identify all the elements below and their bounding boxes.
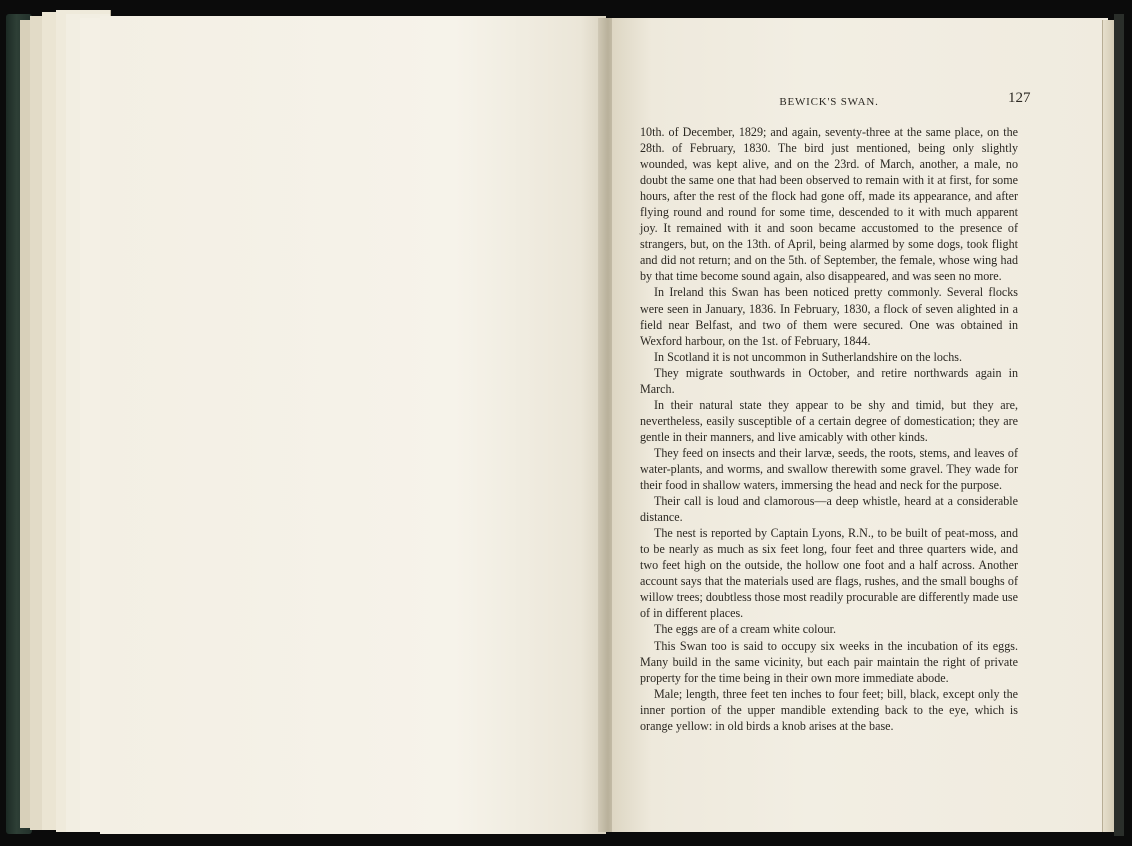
paragraph: 10th. of December, 1829; and again, seventy-three at the same place, on the 28th. of February, 1830. The bird just mentioned, being only slightly wounded, was kept alive, and on the 23rd. of March, another, a male, no doubt the same one that had been observed to remain with it at first, for some hours, after the rest of the flock had gone off, made its appearance, and after flying round and round for some time, descended to it with much apparent joy. It remained with it and soon became accustomed to the presence of strangers, but, on the 13th. of April, being alarmed by some dogs, took flight and did not return; and on the 5th. of September, the female, whose wing had by that time become sound again, also disappeared, and was seen no more.	[640, 125, 1018, 284]
paragraph: The eggs are of a cream white colour.	[654, 622, 836, 637]
running-head: BEWICK'S SWAN.	[779, 96, 879, 108]
paragraph: They migrate southwards in October, and retire northwards again in March.	[640, 365, 1018, 396]
paragraph: The nest is reported by Captain Lyons, R.N., to be built of peat-moss, and to be nearly as much as six feet long, four feet and three quarters wide, and two feet high on the outside, the hollow one foot and a half across. Another account says that the materials used are flags, rushes, and the small boughs of willow trees; doubtless those most readily procurable are differently made use of in different places.	[640, 526, 1018, 621]
page-number: 127	[1008, 90, 1031, 106]
paragraph: Their call is loud and clamorous—a deep whistle, heard at a considerable distance.	[640, 494, 1018, 525]
paragraph: This Swan too is said to occupy six weeks in the incubation of its eggs. Many build in the same vicinity, but each pair maintain the right of private property for the time being in their own more immediate abode.	[640, 638, 1018, 685]
paragraph: Male; length, three feet ten inches to four feet; bill, black, except only the inner portion of the upper mandible extending back to the eye, which is orange yellow: in old birds a knob arises at the base.	[640, 686, 1018, 733]
paragraph: In their natural state they appear to be shy and timid, but they are, nevertheless, easily susceptible of a certain degree of domestication; they are gentle in their manners, and live amicably with other kinds.	[640, 397, 1018, 444]
blank-left-page	[100, 16, 606, 834]
paragraph: In Scotland it is not uncommon in Sutherlandshire on the lochs.	[654, 349, 963, 364]
paragraph: They feed on insects and their larvæ, seeds, the roots, stems, and leaves of water-plants, and worms, and swallow therewith some gravel. They wade for their food in shallow waters, immersing the head and neck for the purpose.	[640, 445, 1018, 493]
paragraph: In Ireland this Swan has been noticed pretty commonly. Several flocks were seen in January, 1836. In February, 1830, a flock of seven alighted in a field near Belfast, and two of them were secured. One was obtained in Wexford harbour, on the 1st. of February, 1844.	[640, 285, 1018, 348]
book-cover-right-edge	[1114, 14, 1124, 836]
page-body-text	[640, 124, 1018, 734]
